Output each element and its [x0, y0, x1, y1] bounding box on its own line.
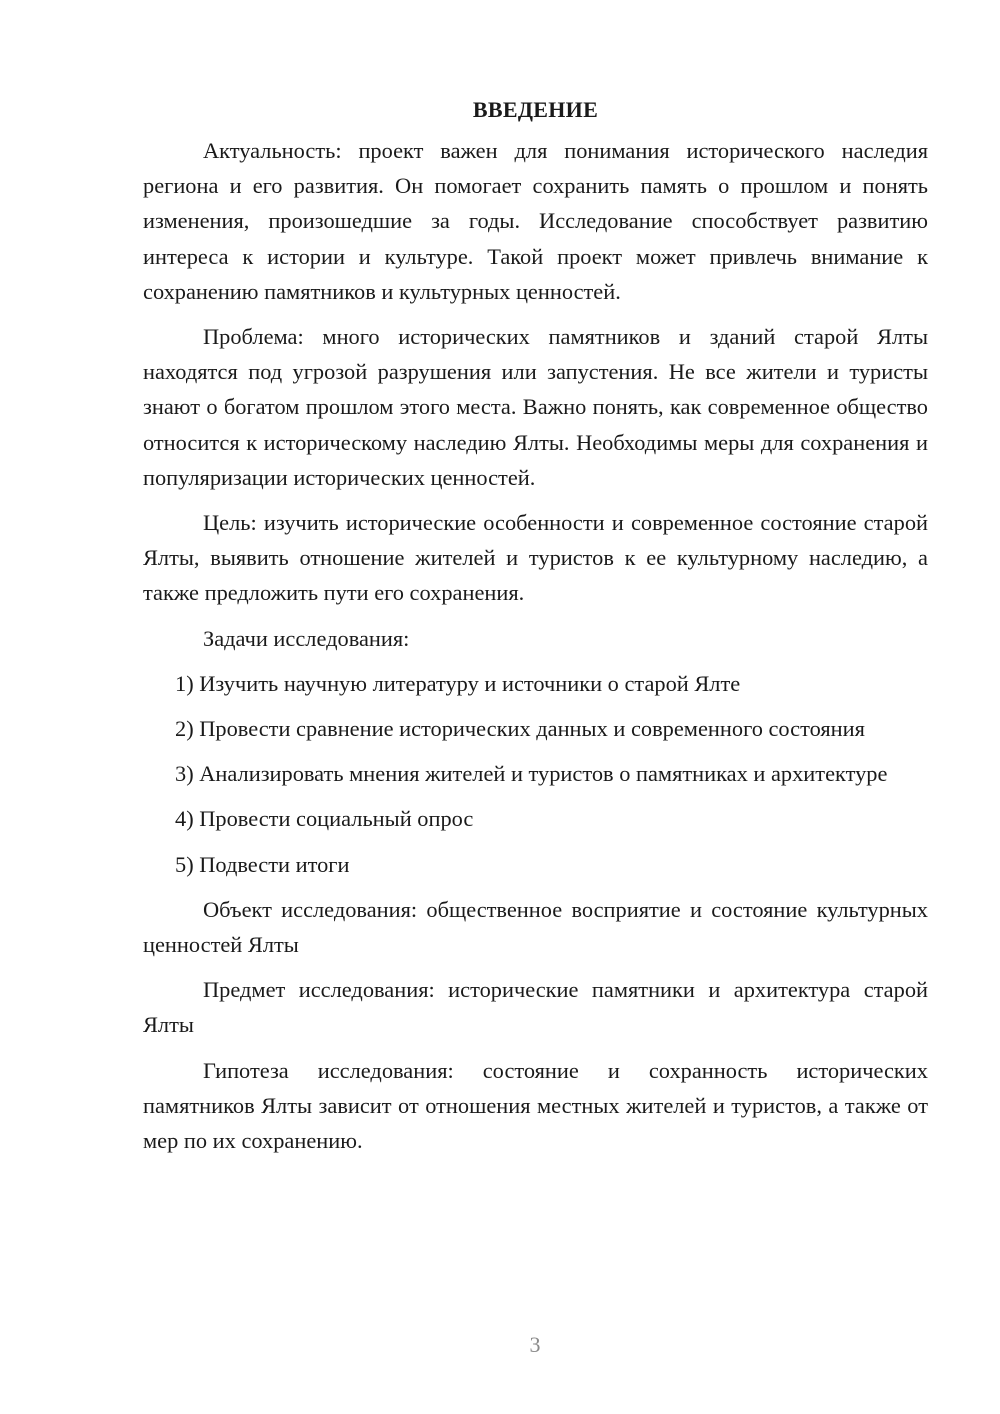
page-number: 3 — [529, 1332, 541, 1357]
paragraph-hypothesis: Гипотеза исследования: состояние и сохранность исторических памятников Ялты зависит от отношения местных жителей и туристов, а также от мер по их сохранению. — [143, 1057, 928, 1154]
section-title: ВВЕДЕНИЕ — [472, 97, 599, 122]
task-item: 4) Провести социальный опрос — [175, 806, 474, 832]
document-page — [143, 92, 928, 1168]
task-item: 3) Анализировать мнения жителей и туристов о памятниках и архитектуре — [175, 761, 888, 787]
paragraph-goal: Цель: изучить исторические особенности и современное состояние старой Ялты, выявить отношение жителей и туристов к ее культурному наследию, а также предложить пути его сохранения. — [143, 510, 928, 606]
task-item: 1) Изучить научную литературу и источники о старой Ялте — [175, 670, 741, 696]
tasks-list — [143, 666, 928, 882]
paragraph-object: Объект исследования: общественное восприятие и состояние культурных ценностей Ялты — [143, 896, 928, 958]
paragraph-tasks-heading: Задачи исследования: — [203, 625, 410, 651]
task-item: 5) Подвести итоги — [175, 851, 350, 877]
paragraph-relevance: Актуальность: проект важен для понимания исторического наследия региона и его развития. Он помогает сохранить память о прошлом и понять изменения, произошедшие за годы. Исследование способствует развитию интереса к истории и культуре. Такой проект может привлечь внимание к сохранению памятников и культурных ценностей. — [143, 138, 928, 304]
paragraph-problem: Проблема: много исторических памятников и зданий старой Ялты находятся под угрозой разрушения или запустения. Не все жители и туристы знают о богатом прошлом этого места. Важно понять, как современное общество относится к историческому наследию Ялты. Необходимы меры для сохранения и популяризации исторических ценностей. — [143, 324, 928, 490]
paragraph-subject: Предмет исследования: исторические памятники и архитектура старой Ялты — [143, 977, 928, 1038]
task-item: 2) Провести сравнение исторических данных и современного состояния — [175, 716, 865, 742]
